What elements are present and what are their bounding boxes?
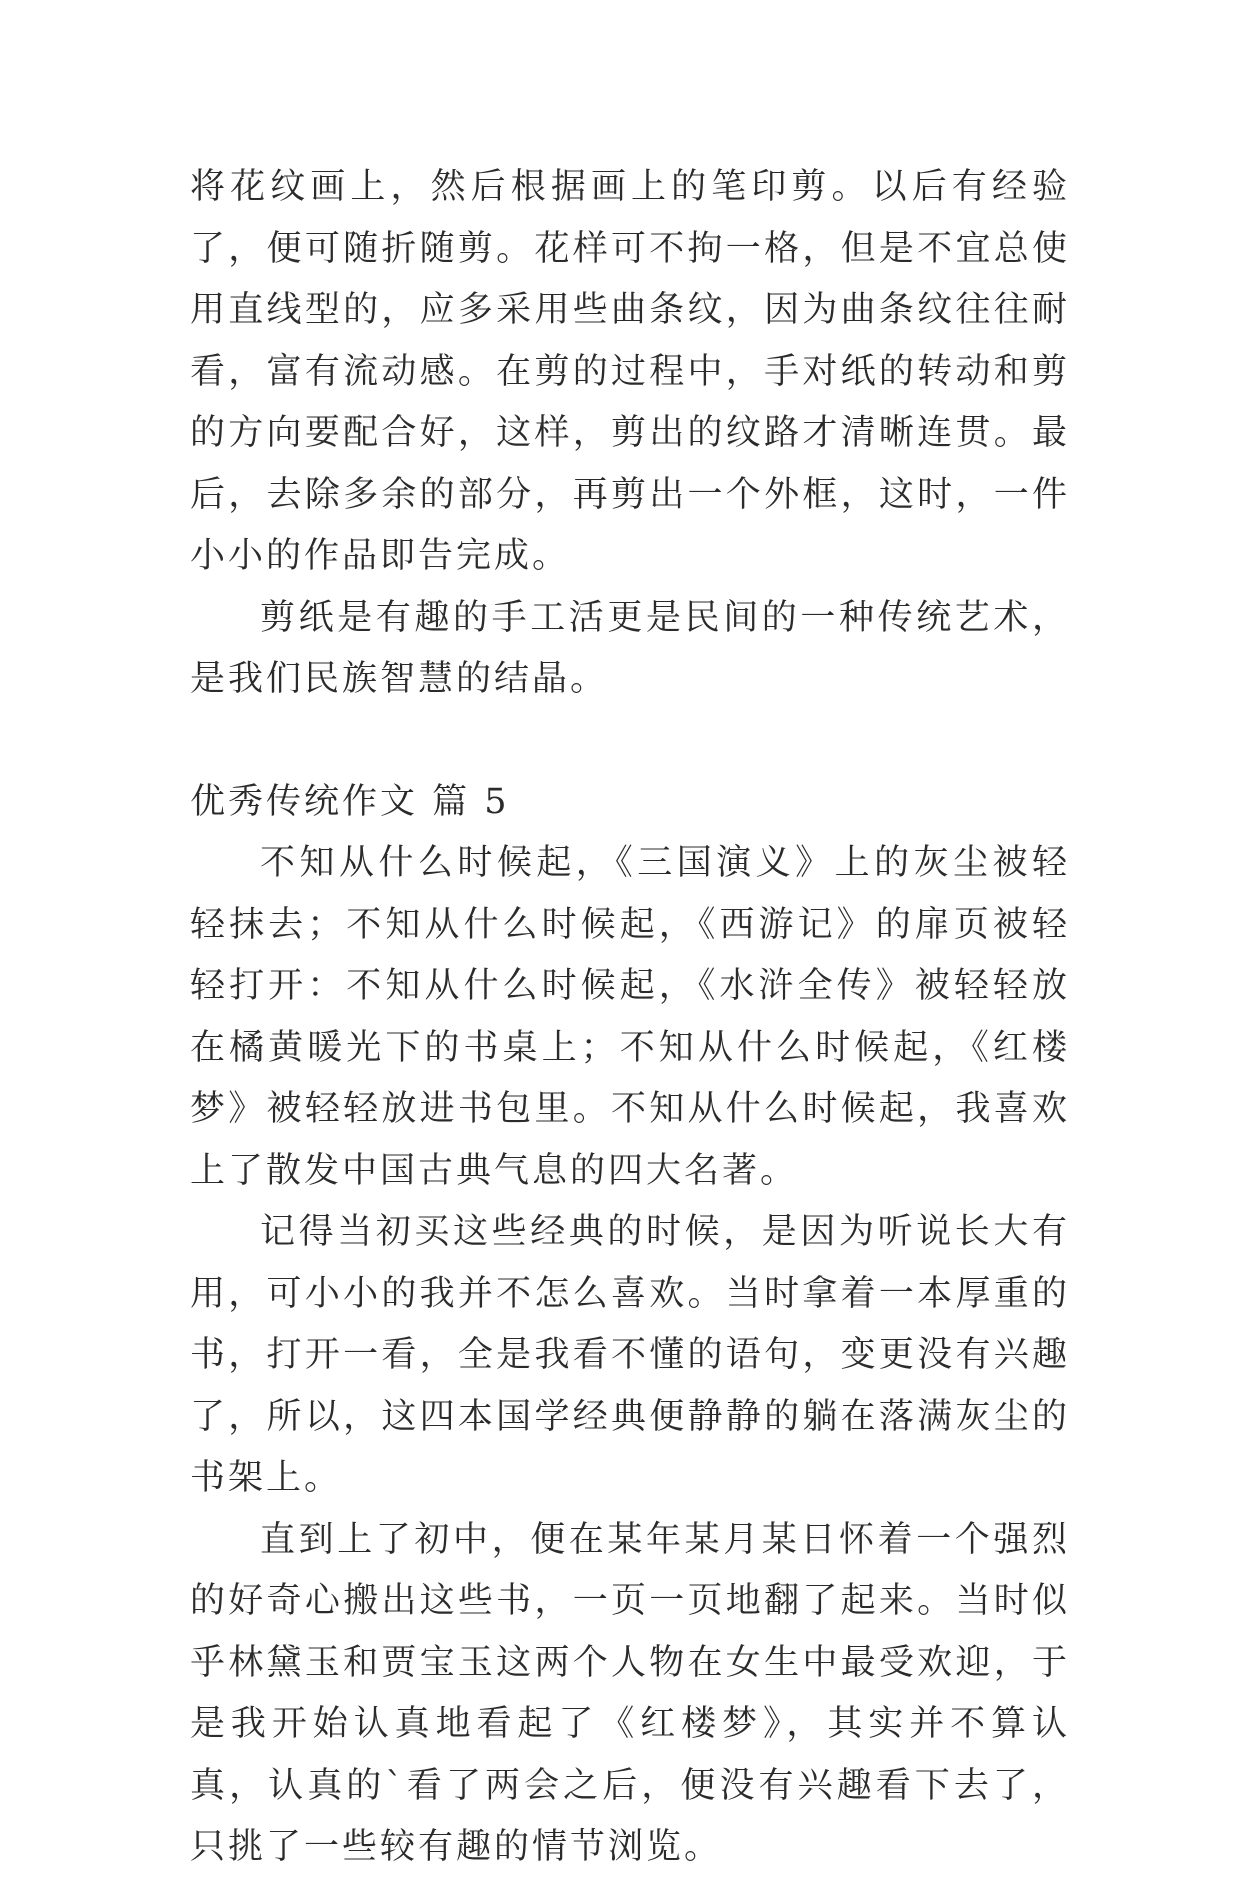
- document-body: [190, 157, 1070, 1879]
- essay-heading: 优秀传统作文 篇 5: [190, 781, 510, 822]
- section-gap: [190, 711, 1070, 772]
- paragraph-junior-high: 直到上了初中，便在某年某月某日怀着一个强烈的好奇心搬出这些书，一页一页地翻了起来。当时似乎林黛玉和贾宝玉这两个人物在女生中最受欢迎，于是我开始认真地看起了《红楼梦》，其实并不算认真，认真的`看了两会之后，便没有兴趣看下去了，只挑了一些较有趣的情节浏览。: [190, 1519, 1070, 1867]
- paragraph-paper-cutting-steps: 将花纹画上，然后根据画上的笔印剪。以后有经验了，便可随折随剪。花样可不拘一格，但是不宜总使用直线型的，应多采用些曲条纹，因为曲条纹往往耐看，富有流动感。在剪的过程中，手对纸的转动和剪的方向要配合好，这样，剪出的纹路才清晰连贯。最后，去除多余的部分，再剪出一个外框，这时，一件小小的作品即告完成。: [190, 167, 1070, 576]
- paragraph-bought-classics: 记得当初买这些经典的时候，是因为听说长大有用，可小小的我并不怎么喜欢。当时拿着一本厚重的书，打开一看，全是我看不懂的语句，变更没有兴趣了，所以，这四本国学经典便静静的躺在落满灰尘的书架上。: [190, 1212, 1070, 1498]
- paragraph-four-classics: 不知从什么时候起，《三国演义》上的灰尘被轻轻抹去；不知从什么时候起，《西游记》的扉页被轻轻打开：不知从什么时候起，《水浒全传》被轻轻放在橘黄暖光下的书桌上；不知从什么时候起，《红楼梦》被轻轻放进书包里。不知从什么时候起，我喜欢上了散发中国古典气息的四大名著。: [190, 843, 1070, 1191]
- paragraph-paper-cutting-conclusion: 剪纸是有趣的手工活更是民间的一种传统艺术，是我们民族智慧的结晶。: [190, 597, 1070, 699]
